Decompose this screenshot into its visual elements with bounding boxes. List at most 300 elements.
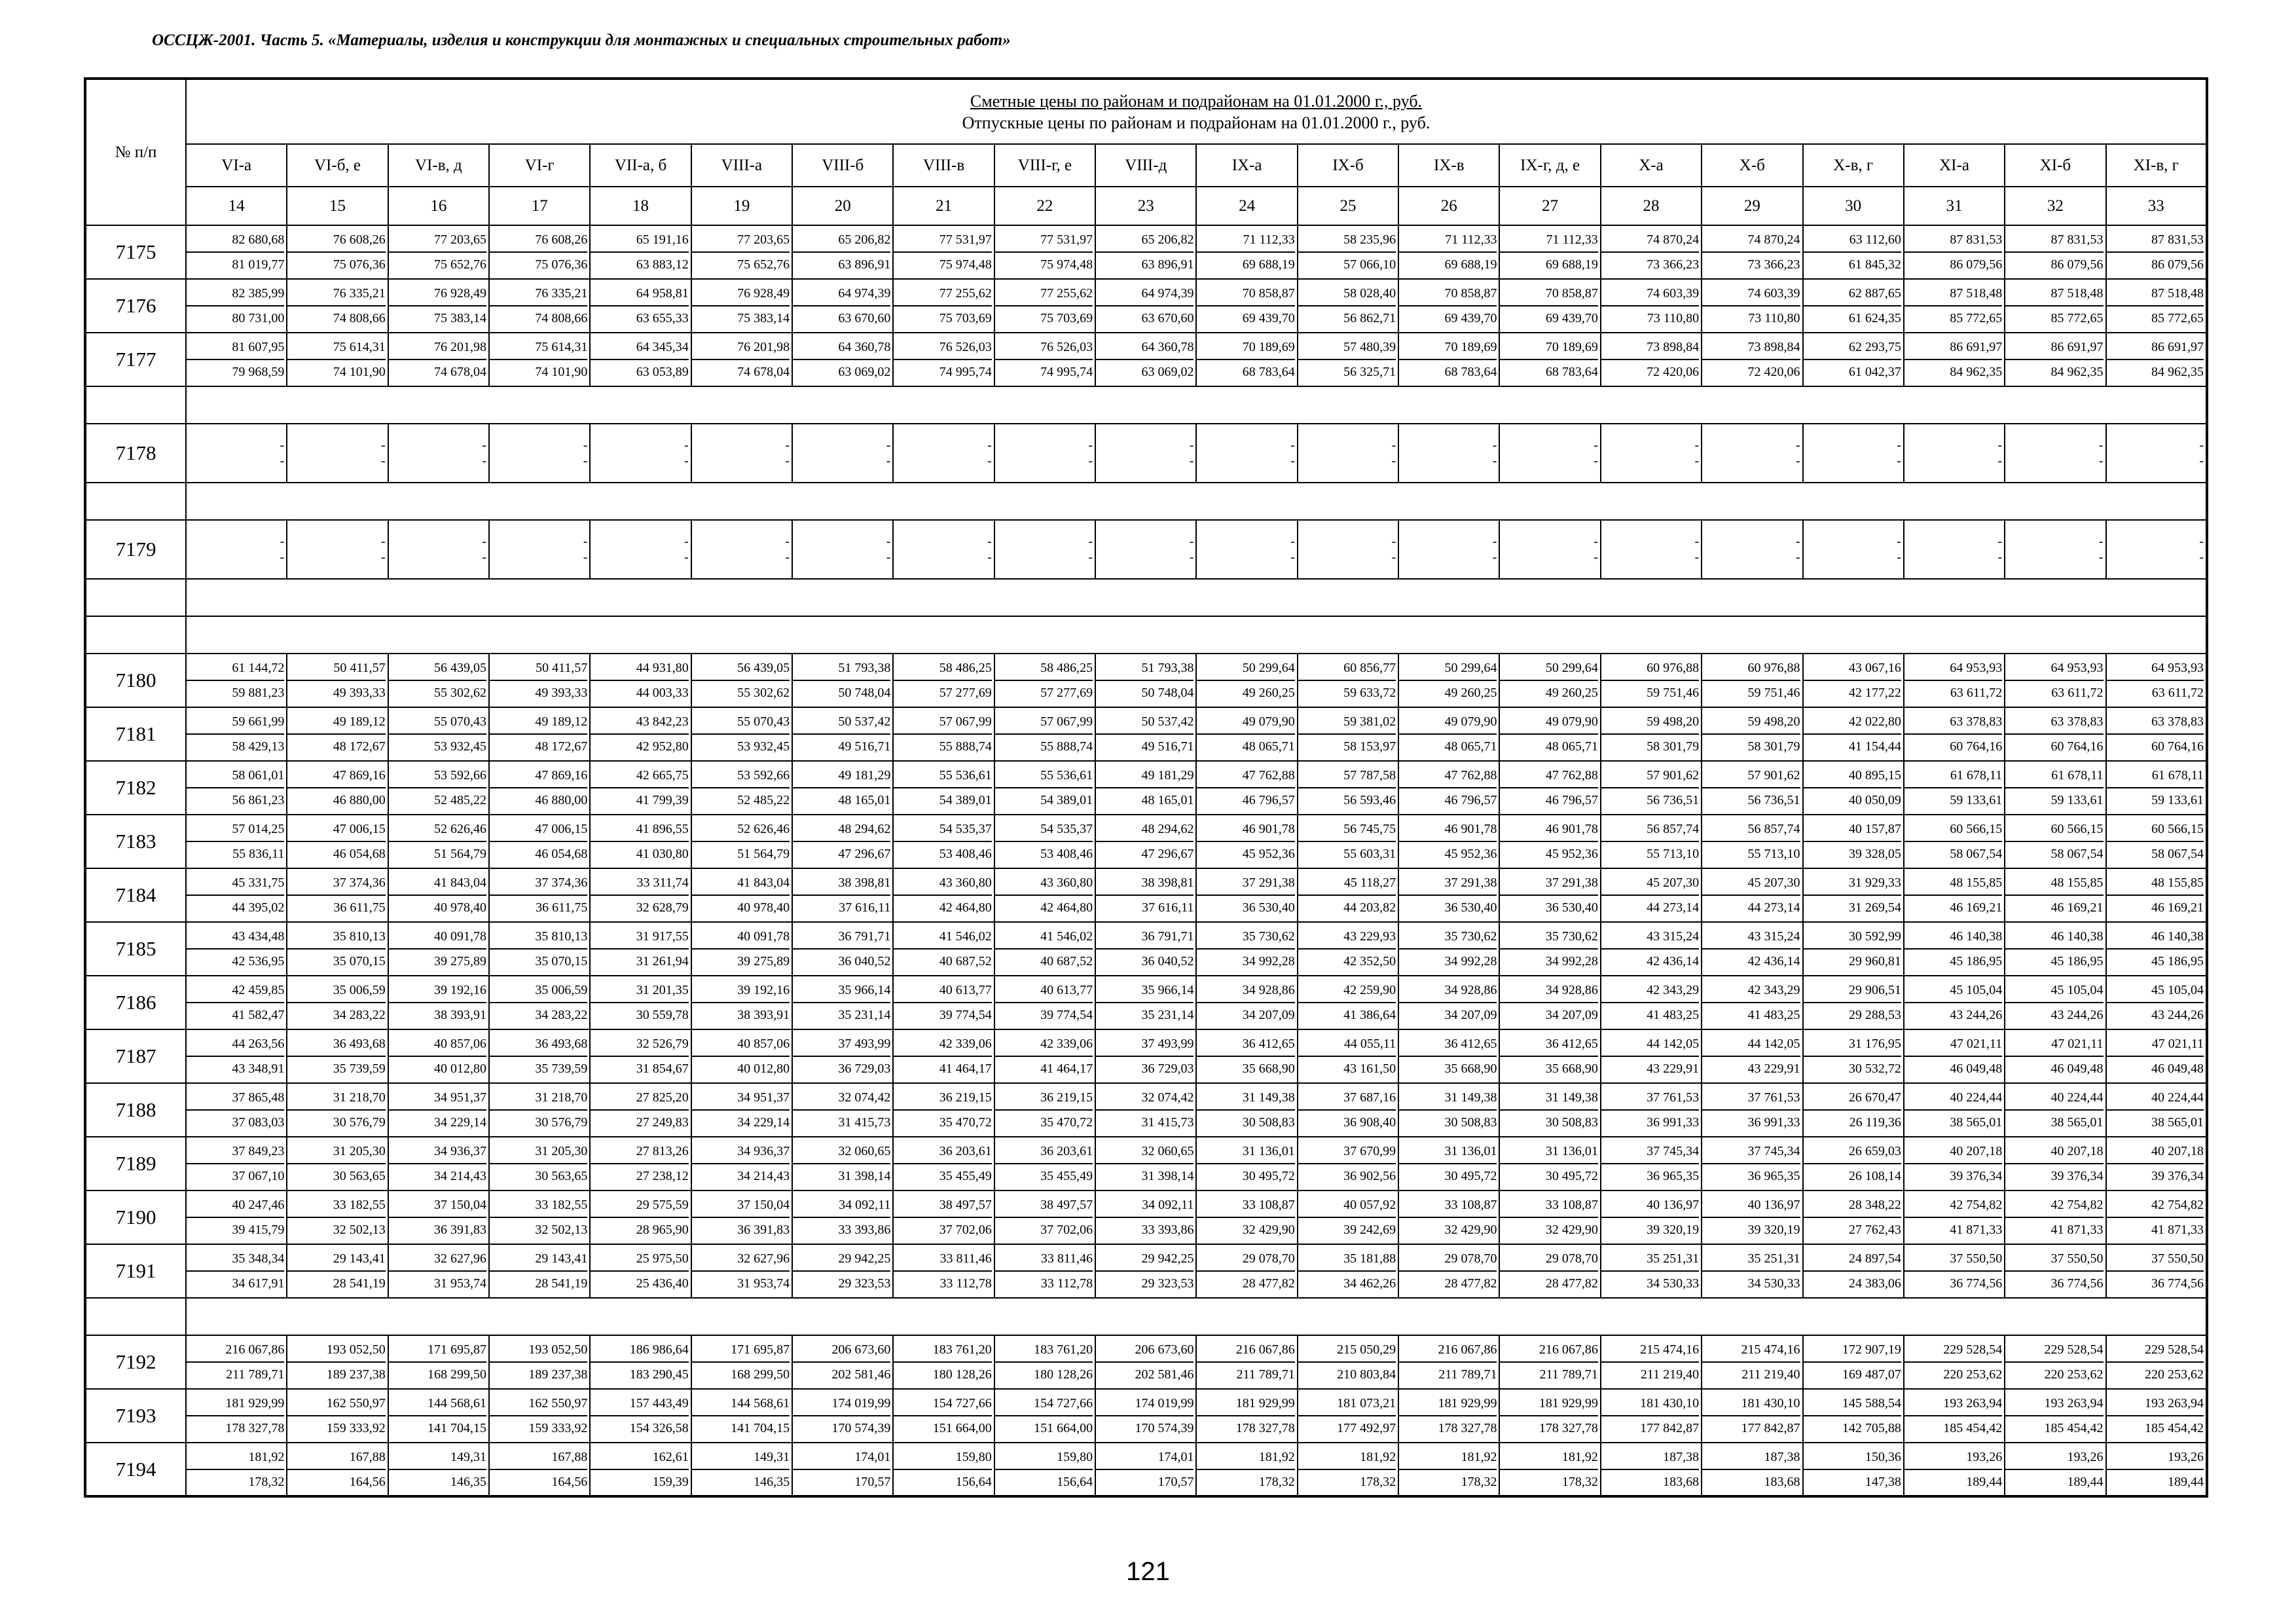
- release-price: 34 462,26: [1343, 1276, 1396, 1291]
- price-cell: [186, 1083, 287, 1137]
- table-row: [85, 279, 2207, 333]
- estimate-price: 34 928,86: [1197, 978, 1294, 1003]
- release-price: 57 277,69: [939, 686, 992, 700]
- release-price: 75 076,36: [333, 257, 386, 272]
- estimate-price: 167,88: [287, 1445, 385, 1470]
- price-cell: [1803, 1443, 1904, 1496]
- estimate-price: 64 953,93: [1904, 656, 2002, 681]
- estimate-price: 37 493,99: [793, 1032, 890, 1057]
- estimate-price: 71 112,33: [1399, 228, 1497, 253]
- estimate-price: 44 142,05: [1601, 1032, 1699, 1057]
- price-cell: [2005, 1244, 2105, 1298]
- empty-row: [85, 1298, 2207, 1335]
- price-cell: [287, 225, 388, 279]
- row-number: 7182: [85, 761, 186, 815]
- price-cell: [287, 333, 388, 386]
- column-index: 32: [2005, 187, 2105, 225]
- estimate-price: 60 856,77: [1298, 656, 1396, 681]
- title-cell: [186, 79, 2207, 144]
- price-cell: [1095, 761, 1196, 815]
- release-price: 36 611,75: [333, 900, 386, 915]
- estimate-price: 40 224,44: [2107, 1086, 2204, 1111]
- estimate-price: 206 673,60: [1096, 1338, 1194, 1363]
- estimate-price: 24 897,54: [1804, 1247, 1901, 1272]
- release-price: -: [1492, 454, 1497, 468]
- estimate-price: 37 150,04: [389, 1193, 486, 1218]
- estimate-price: 61 678,11: [2107, 764, 2204, 788]
- estimate-price: 49 189,12: [490, 710, 587, 735]
- row-number: 7190: [85, 1190, 186, 1244]
- price-cell: [792, 424, 893, 483]
- estimate-price: -: [1290, 438, 1295, 452]
- release-price: 41 483,25: [1647, 1008, 1700, 1022]
- price-cell: [1803, 279, 1904, 333]
- release-price: 42 536,95: [232, 954, 285, 969]
- release-price: 68 783,64: [1545, 365, 1598, 379]
- estimate-price: 60 976,88: [1601, 656, 1699, 681]
- price-cell: [590, 976, 691, 1029]
- price-cell: [1398, 922, 1499, 976]
- price-cell: [1499, 1389, 1600, 1443]
- estimate-price: 149,31: [389, 1445, 486, 1470]
- release-price: 68 783,64: [1444, 365, 1497, 379]
- empty-cell: [186, 579, 2207, 616]
- price-cell: [2005, 761, 2105, 815]
- price-cell: [1601, 1335, 1702, 1389]
- estimate-price: 47 762,88: [1399, 764, 1497, 788]
- release-price: 211 219,40: [1741, 1367, 1800, 1382]
- release-price: 154 326,58: [629, 1421, 689, 1435]
- price-cell: [1499, 1029, 1600, 1083]
- price-cell: [792, 225, 893, 279]
- price-cell: [792, 279, 893, 333]
- price-cell: [287, 654, 388, 707]
- table-row: [85, 1137, 2207, 1190]
- estimate-price: 41 843,04: [389, 871, 486, 896]
- release-price: 41 871,33: [2050, 1223, 2104, 1237]
- estimate-price: 31 176,95: [1804, 1032, 1901, 1057]
- estimate-price: -: [1088, 534, 1093, 549]
- release-price: 47 296,67: [1141, 847, 1194, 861]
- price-cell: [1499, 1443, 1600, 1496]
- release-price: 159 333,92: [326, 1421, 386, 1435]
- estimate-price: 187,38: [1601, 1445, 1699, 1470]
- release-price: 32 502,13: [535, 1223, 588, 1237]
- price-cell: [388, 1137, 489, 1190]
- release-price: 34 530,33: [1747, 1276, 1800, 1291]
- price-cell: [1904, 1083, 2005, 1137]
- estimate-price: 40 136,97: [1702, 1193, 1800, 1218]
- price-cell: [590, 922, 691, 976]
- estimate-price: -: [987, 438, 992, 452]
- estimate-price: 37 291,38: [1197, 871, 1294, 896]
- estimate-price: 35 181,88: [1298, 1247, 1396, 1272]
- price-cell: [2106, 1190, 2207, 1244]
- release-price: 44 003,33: [636, 686, 689, 700]
- price-cell: [994, 761, 1095, 815]
- release-price: 38 393,91: [434, 1008, 487, 1022]
- estimate-price: 171 695,87: [692, 1338, 790, 1363]
- estimate-price: 52 626,46: [692, 817, 790, 842]
- estimate-price: 43 315,24: [1702, 925, 1800, 950]
- price-cell: [792, 333, 893, 386]
- estimate-price: 35 810,13: [287, 925, 385, 950]
- estimate-price: 36 219,15: [894, 1086, 991, 1111]
- estimate-price: 46 140,38: [1904, 925, 2002, 950]
- estimate-price: 76 928,49: [692, 282, 790, 306]
- estimate-price: -: [684, 534, 689, 549]
- estimate-price: 145 588,54: [1804, 1392, 1901, 1416]
- price-cell: [590, 1443, 691, 1496]
- price-cell: [1095, 1137, 1196, 1190]
- release-price: -: [1594, 454, 1598, 468]
- release-price: 44 273,14: [1647, 900, 1700, 915]
- estimate-price: 215 474,16: [1702, 1338, 1800, 1363]
- price-cell: [1196, 1244, 1297, 1298]
- release-price: -: [1391, 454, 1396, 468]
- release-price: 44 395,02: [232, 900, 285, 915]
- estimate-price: 31 136,01: [1500, 1139, 1597, 1164]
- price-cell: [1803, 1029, 1904, 1083]
- release-price: -: [1795, 550, 1800, 564]
- release-price: 30 576,79: [333, 1115, 386, 1130]
- row-number: 7181: [85, 707, 186, 761]
- release-price: 42 177,22: [1848, 686, 1901, 700]
- estimate-price: 29 078,70: [1197, 1247, 1294, 1272]
- estimate-price: 60 566,15: [1904, 817, 2002, 842]
- estimate-price: 45 105,04: [2107, 978, 2204, 1003]
- estimate-price: 162,61: [591, 1445, 688, 1470]
- estimate-price: 31 218,70: [287, 1086, 385, 1111]
- release-price: 170 574,39: [1135, 1421, 1194, 1435]
- release-price: 59 751,46: [1747, 686, 1800, 700]
- release-price: 42 464,80: [1040, 900, 1093, 915]
- price-cell: [1904, 976, 2005, 1029]
- region-header: VIII-д: [1095, 144, 1196, 187]
- estimate-price: 43 360,80: [995, 871, 1093, 896]
- release-price: 31 953,74: [434, 1276, 487, 1291]
- estimate-price: 43 067,16: [1804, 656, 1901, 681]
- table-body: [85, 225, 2207, 1496]
- estimate-price: -: [886, 438, 891, 452]
- estimate-price: 44 263,56: [187, 1032, 284, 1057]
- release-price: 146,35: [450, 1474, 487, 1489]
- release-price: 53 408,46: [1040, 847, 1093, 861]
- release-price: 211 789,71: [1236, 1367, 1295, 1382]
- estimate-price: 215 474,16: [1601, 1338, 1699, 1363]
- release-price: 36 965,35: [1747, 1169, 1800, 1183]
- price-cell: [489, 868, 590, 922]
- release-price: -: [1594, 550, 1598, 564]
- price-cell: [2005, 520, 2105, 579]
- price-cell: [2005, 424, 2105, 483]
- release-price: -: [2199, 454, 2204, 468]
- release-price: 30 508,83: [1242, 1115, 1295, 1130]
- estimate-price: 77 203,65: [692, 228, 790, 253]
- release-price: 28 477,82: [1545, 1276, 1598, 1291]
- release-price: 28 477,82: [1444, 1276, 1497, 1291]
- estimate-price: -: [1997, 534, 2003, 549]
- estimate-price: 35 251,31: [1702, 1247, 1800, 1272]
- column-index: 33: [2106, 187, 2207, 225]
- release-price: 74 995,74: [939, 365, 992, 379]
- region-header: IX-г, д, е: [1499, 144, 1600, 187]
- estimate-price: 61 144,72: [187, 656, 284, 681]
- release-price: 85 772,65: [1950, 311, 2003, 325]
- estimate-price: 193 052,50: [287, 1338, 385, 1363]
- price-cell: [1803, 815, 1904, 868]
- price-cell: [1196, 1029, 1297, 1083]
- release-price: 48 065,71: [1444, 739, 1497, 754]
- release-price: -: [1290, 550, 1295, 564]
- price-cell: [994, 1335, 1095, 1389]
- release-price: 49 516,71: [838, 739, 891, 754]
- estimate-price: 56 857,74: [1702, 817, 1800, 842]
- release-price: 189,44: [1966, 1474, 2003, 1489]
- release-price: 58 067,54: [1950, 847, 2003, 861]
- release-price: 39 320,19: [1747, 1223, 1800, 1237]
- estimate-price: -: [1290, 534, 1295, 549]
- estimate-price: 144 568,61: [692, 1392, 790, 1416]
- release-price: 55 888,74: [939, 739, 992, 754]
- release-price: 38 565,01: [2050, 1115, 2104, 1130]
- release-price: 41 386,64: [1343, 1008, 1396, 1022]
- release-price: 59 633,72: [1343, 686, 1396, 700]
- price-cell: [2005, 333, 2105, 386]
- estimate-price: 49 079,90: [1399, 710, 1497, 735]
- estimate-price: 65 206,82: [1096, 228, 1194, 253]
- release-price: 59 133,61: [2050, 793, 2104, 807]
- estimate-price: 29 143,41: [287, 1247, 385, 1272]
- release-price: 45 952,36: [1545, 847, 1598, 861]
- release-price: 72 420,06: [1747, 365, 1800, 379]
- price-cell: [287, 761, 388, 815]
- price-cell: [590, 761, 691, 815]
- estimate-price: 57 901,62: [1702, 764, 1800, 788]
- estimate-price: 216 067,86: [1500, 1338, 1597, 1363]
- price-cell: [1904, 815, 2005, 868]
- release-price: 40 687,52: [939, 954, 992, 969]
- col-num-header: [85, 79, 186, 225]
- price-cell: [2005, 1083, 2105, 1137]
- price-cell: [1499, 654, 1600, 707]
- row-number: 7183: [85, 815, 186, 868]
- price-cell: [1702, 424, 1802, 483]
- price-cell: [2106, 520, 2207, 579]
- estimate-price: 65 206,82: [793, 228, 890, 253]
- region-header: IX-а: [1196, 144, 1297, 187]
- price-cell: [893, 815, 994, 868]
- release-price: 41 154,44: [1848, 739, 1901, 754]
- row-number: 7188: [85, 1083, 186, 1137]
- release-price: 74 808,66: [535, 311, 588, 325]
- estimate-price: 40 224,44: [1904, 1086, 2002, 1111]
- release-price: 35 455,49: [1040, 1169, 1093, 1183]
- release-price: 180 128,26: [1034, 1367, 1093, 1382]
- release-price: 48 172,67: [535, 739, 588, 754]
- price-cell: [590, 520, 691, 579]
- estimate-price: 64 974,39: [1096, 282, 1194, 306]
- price-cell: [388, 654, 489, 707]
- price-cell: [1803, 976, 1904, 1029]
- price-cell: [1398, 815, 1499, 868]
- price-cell: [2005, 815, 2105, 868]
- release-price: 40 978,40: [737, 900, 790, 915]
- release-price: 33 393,86: [838, 1223, 891, 1237]
- empty-cell: [85, 616, 186, 654]
- price-cell: [2106, 922, 2207, 976]
- release-price: 41 582,47: [232, 1008, 285, 1022]
- release-price: 30 508,83: [1444, 1115, 1497, 1130]
- estimate-price: 35 730,62: [1399, 925, 1497, 950]
- estimate-price: 42 343,29: [1601, 978, 1699, 1003]
- estimate-price: 29 078,70: [1500, 1247, 1597, 1272]
- release-price: 202 581,46: [1135, 1367, 1194, 1382]
- estimate-price: 34 928,86: [1399, 978, 1497, 1003]
- estimate-price: 174,01: [1096, 1445, 1194, 1470]
- estimate-price: 31 929,33: [1804, 871, 1901, 896]
- release-price: 59 133,61: [1950, 793, 2003, 807]
- release-price: 39 376,34: [2050, 1169, 2104, 1183]
- release-price: 34 229,14: [737, 1115, 790, 1130]
- release-price: 42 352,50: [1343, 954, 1396, 969]
- estimate-price: 31 149,38: [1500, 1086, 1597, 1111]
- price-cell: [1702, 1244, 1802, 1298]
- region-header: VI-в, д: [388, 144, 489, 187]
- column-index: 29: [1702, 187, 1802, 225]
- estimate-price: 35 730,62: [1500, 925, 1597, 950]
- estimate-price: -: [1795, 534, 1800, 549]
- price-cell: [1904, 1389, 2005, 1443]
- estimate-price: 46 901,78: [1500, 817, 1597, 842]
- price-cell: [1398, 654, 1499, 707]
- release-price: 46 796,57: [1242, 793, 1295, 807]
- price-cell: [1601, 1083, 1702, 1137]
- release-price: -: [2199, 550, 2204, 564]
- price-cell: [1702, 1083, 1802, 1137]
- estimate-price: 40 857,06: [692, 1032, 790, 1057]
- price-cell: [691, 1083, 792, 1137]
- estimate-price: 33 108,87: [1197, 1193, 1294, 1218]
- estimate-price: 38 398,81: [793, 871, 890, 896]
- price-cell: [1803, 424, 1904, 483]
- release-price: 34 207,09: [1444, 1008, 1497, 1022]
- release-price: 36 040,52: [838, 954, 891, 969]
- price-cell: [1095, 1389, 1196, 1443]
- price-cell: [792, 761, 893, 815]
- release-price: 36 729,03: [838, 1061, 891, 1076]
- price-cell: [2005, 976, 2105, 1029]
- estimate-price: 181,92: [1298, 1445, 1396, 1470]
- release-price: 38 393,91: [737, 1008, 790, 1022]
- release-price: -: [1897, 550, 1901, 564]
- release-price: 36 391,83: [737, 1223, 790, 1237]
- release-price: 178 327,78: [1438, 1421, 1497, 1435]
- release-price: 189 237,38: [326, 1367, 386, 1382]
- price-cell: [994, 1137, 1095, 1190]
- price-cell: [691, 868, 792, 922]
- estimate-price: 36 791,71: [793, 925, 890, 950]
- estimate-price: 229 528,54: [2005, 1338, 2103, 1363]
- estimate-price: 181 929,99: [1500, 1392, 1597, 1416]
- release-price: 35 668,90: [1444, 1061, 1497, 1076]
- estimate-price: 157 443,49: [591, 1392, 688, 1416]
- title-line-release: Отпускные цены по районам и подрайонам на 01.01.2000 г., руб.: [962, 113, 1430, 132]
- estimate-price: 61 678,11: [1904, 764, 2002, 788]
- price-cell: [1499, 424, 1600, 483]
- release-price: 34 992,28: [1545, 954, 1598, 969]
- price-cell: [489, 1029, 590, 1083]
- release-price: 46 796,57: [1444, 793, 1497, 807]
- table-head: [85, 79, 2207, 225]
- release-price: 73 366,23: [1647, 257, 1700, 272]
- price-cell: [2106, 761, 2207, 815]
- estimate-price: 86 691,97: [2107, 335, 2204, 360]
- price-cell: [2005, 1335, 2105, 1389]
- region-header: VIII-б: [792, 144, 893, 187]
- price-cell: [388, 424, 489, 483]
- price-cell: [489, 1335, 590, 1389]
- release-price: 202 581,46: [831, 1367, 891, 1382]
- price-cell: [1095, 815, 1196, 868]
- estimate-price: 71 112,33: [1500, 228, 1597, 253]
- release-price: -: [886, 454, 891, 468]
- release-price: -: [2098, 550, 2104, 564]
- price-cell: [1398, 868, 1499, 922]
- estimate-price: 39 192,16: [692, 978, 790, 1003]
- estimate-price: 31 149,38: [1399, 1086, 1497, 1111]
- price-cell: [691, 424, 792, 483]
- price-cell: [1601, 707, 1702, 761]
- estimate-price: 57 067,99: [894, 710, 991, 735]
- estimate-price: 76 201,98: [692, 335, 790, 360]
- estimate-price: 183 761,20: [995, 1338, 1093, 1363]
- estimate-price: 76 608,26: [287, 228, 385, 253]
- estimate-price: 76 201,98: [389, 335, 486, 360]
- estimate-price: 33 108,87: [1500, 1193, 1597, 1218]
- release-price: 86 079,56: [2050, 257, 2104, 272]
- release-price: 75 383,14: [434, 311, 487, 325]
- row-number: 7193: [85, 1389, 186, 1443]
- estimate-price: -: [381, 534, 386, 549]
- release-price: 72 420,06: [1647, 365, 1700, 379]
- estimate-price: 59 661,99: [187, 710, 284, 735]
- release-price: 46 169,21: [2151, 900, 2204, 915]
- price-cell: [1601, 815, 1702, 868]
- price-cell: [1803, 1335, 1904, 1389]
- release-price: 39 242,69: [1343, 1223, 1396, 1237]
- estimate-price: -: [785, 438, 790, 452]
- release-price: 37 616,11: [1142, 900, 1194, 915]
- estimate-price: 77 531,97: [995, 228, 1093, 253]
- estimate-price: 37 670,99: [1298, 1139, 1396, 1164]
- price-cell: [1298, 815, 1398, 868]
- estimate-price: 64 974,39: [793, 282, 890, 306]
- estimate-price: 34 936,37: [692, 1139, 790, 1164]
- release-price: 56 593,46: [1343, 793, 1396, 807]
- price-cell: [388, 1335, 489, 1389]
- price-cell: [2106, 707, 2207, 761]
- estimate-price: 193 052,50: [490, 1338, 587, 1363]
- price-cell: [1095, 333, 1196, 386]
- release-price: 30 576,79: [535, 1115, 588, 1130]
- price-cell: [1803, 333, 1904, 386]
- estimate-price: 29 942,25: [793, 1247, 890, 1272]
- estimate-price: 42 665,75: [591, 764, 688, 788]
- estimate-price: 49 079,90: [1197, 710, 1294, 735]
- price-cell: [1499, 225, 1600, 279]
- estimate-price: 51 793,38: [793, 656, 890, 681]
